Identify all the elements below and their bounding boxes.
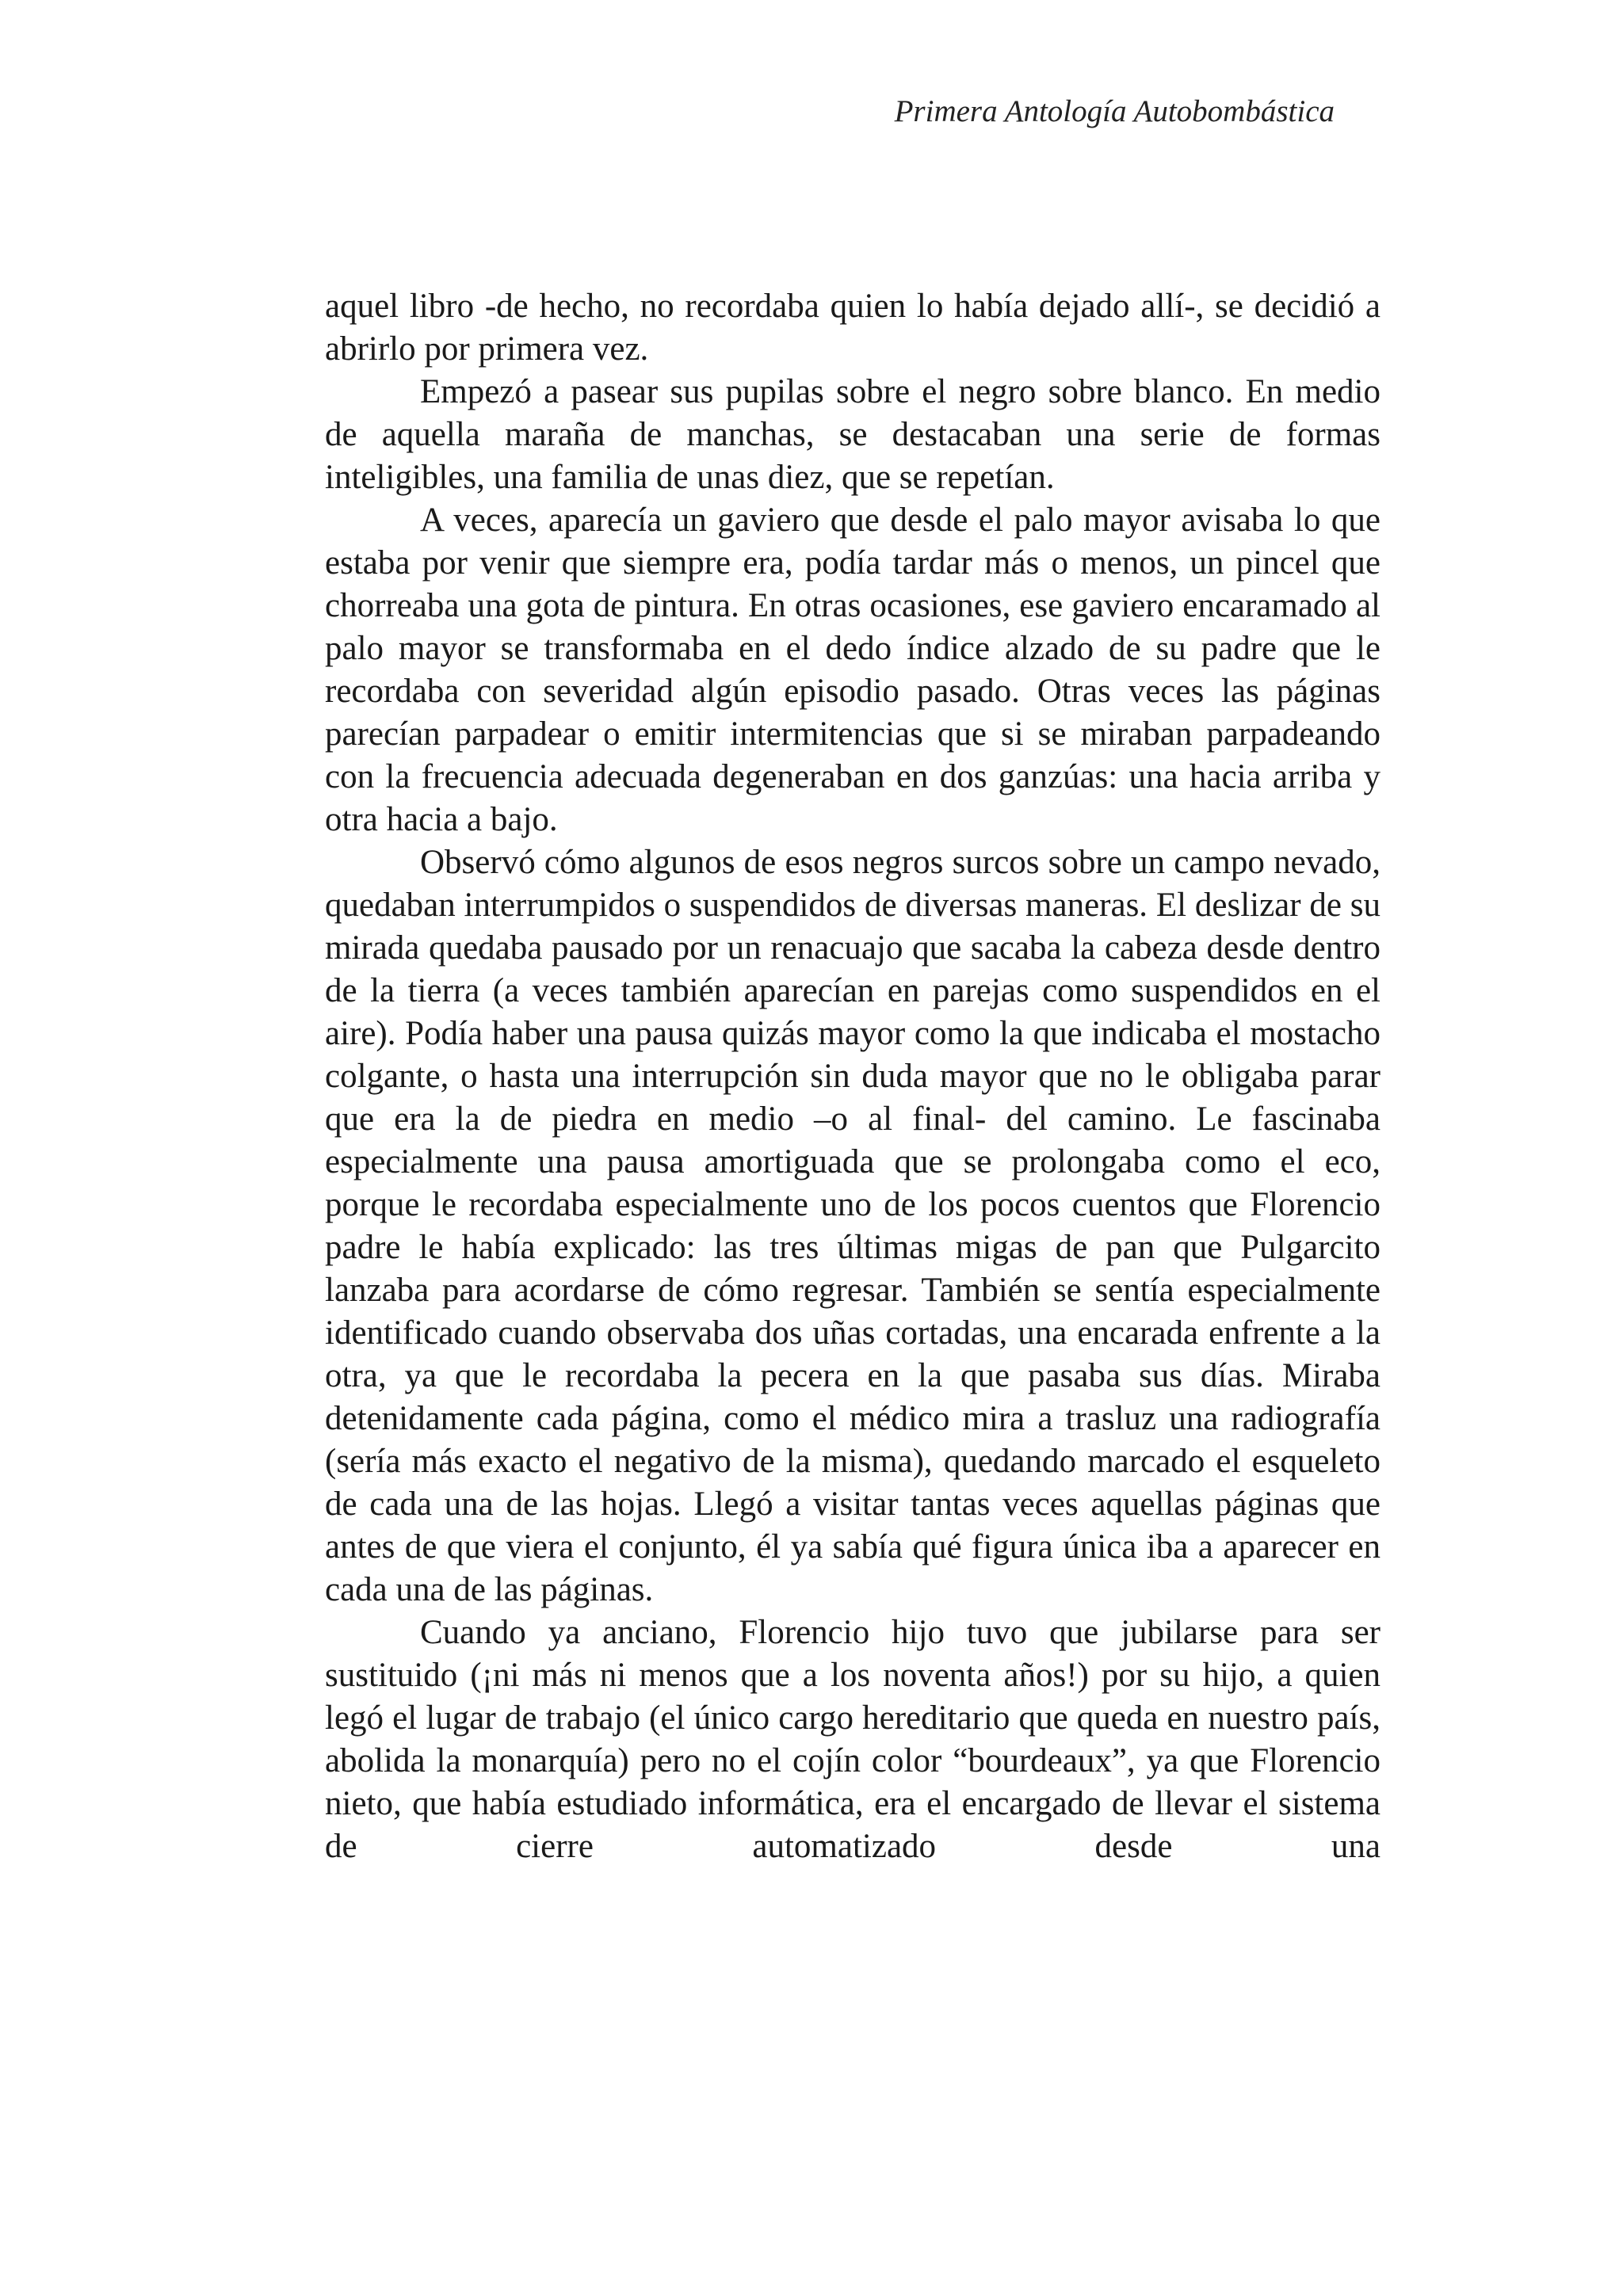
paragraph: Observó cómo algunos de esos negros surcos sobre un campo nevado, quedaban interrumpidos o suspendidos de diversas maneras. El deslizar de su mirada quedaba pausado por un renacuajo que sacaba la cabeza desde dentro de la tierra (a veces también aparecían en parejas como suspendidos en el aire). Podía haber una pausa quizás mayor como la que indicaba el mostacho colgante, o hasta una interrupción sin duda mayor que no le obligaba parar que era la de piedra en medio –o al final- del camino. Le fascinaba especialmente una pausa amortiguada que se prolongaba como el eco, porque le recordaba especialmente uno de los pocos cuentos que Florencio padre le había explicado: las tres últimas migas de pan que Pulgarcito lanzaba para acordarse de cómo regresar. También se sentía especialmente identificado cuando observaba dos uñas cortadas, una encarada enfrente a la otra, ya que le recordaba la pecera en la que pasaba sus días. Miraba detenidamente cada página, como el médico mira a trasluz una radiografía (sería más exacto el negativo de la misma), quedando marcado el esqueleto de cada una de las hojas. Llegó a visitar tantas veces aquellas páginas que antes de que viera el conjunto, él ya sabía qué figura única iba a aparecer en cada una de las páginas. [325,844,1381,1608]
paragraph: Empezó a pasear sus pupilas sobre el negro sobre blanco. En medio de aquella maraña de manchas, se destacaban una serie de formas inteligibles, una familia de unas diez, que se repetían. [325,373,1381,496]
paragraph-continues: Cuando ya anciano, Florencio hijo tuvo que jubilarse para ser sustituido (¡ni más ni menos que a los noventa años!) por su hijo, a quien legó el lugar de trabajo (el único cargo hereditario que queda en nuestro país, abolida la monarquía) pero no el cojín color “bourdeaux”, ya que Florencio nieto, que había estudiado informática, era el encargado de llevar el sistema de cierre automatizado desde una [325,1614,1381,1865]
running-header-title: Primera Antología Autobombástica [894,94,1335,128]
paragraph-continued: aquel libro -de hecho, no recordaba quien lo había dejado allí-, se decidió a abrirlo por primera vez. [325,288,1381,368]
body-text [325,285,1381,1868]
paragraph: A veces, aparecía un gaviero que desde el palo mayor avisaba lo que estaba por venir que siempre era, podía tardar más o menos, un pincel que chorreaba una gota de pintura. En otras ocasiones, ese gaviero encaramado al palo mayor se transformaba en el dedo índice alzado de su padre que le recordaba con severidad algún episodio pasado. Otras veces las páginas parecían parpadear o emitir intermitencias que si se miraban parpadeando con la frecuencia adecuada degeneraban en dos ganzúas: una hacia arriba y otra hacia a bajo. [325,502,1381,838]
